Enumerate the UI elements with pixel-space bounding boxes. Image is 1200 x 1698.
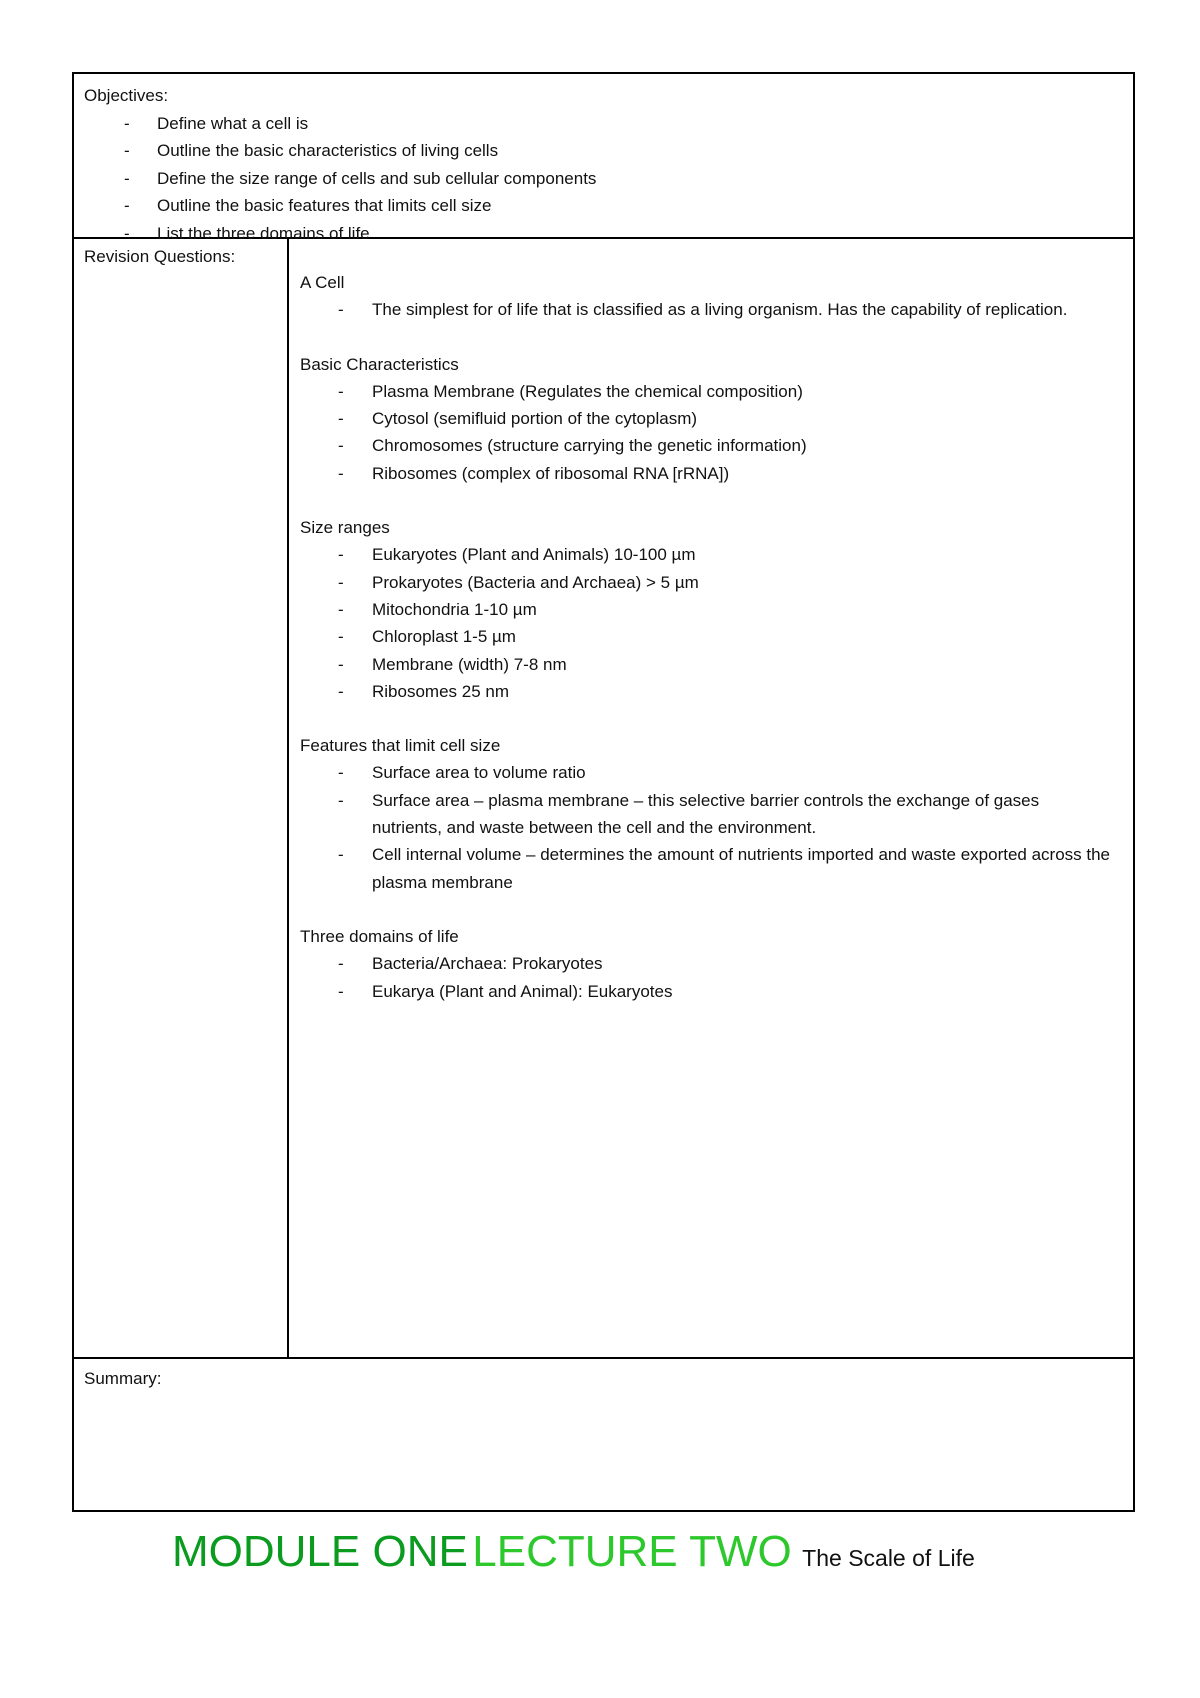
note-text: Eukarya (Plant and Animal): Eukaryotes bbox=[372, 981, 673, 1001]
list-dash: - bbox=[124, 141, 130, 160]
note-item bbox=[300, 678, 1113, 705]
objective-item bbox=[84, 137, 1123, 165]
notes-section-a-cell bbox=[300, 269, 1113, 324]
objective-text: List the three domains of life bbox=[157, 223, 370, 243]
list-dash: - bbox=[338, 627, 344, 647]
objective-text: Outline the basic features that limits cell size bbox=[157, 196, 492, 215]
notes-section-domains bbox=[300, 923, 1113, 1005]
note-item bbox=[300, 623, 1113, 650]
notes-section-characteristics bbox=[300, 351, 1113, 487]
note-text: Eukaryotes (Plant and Animals) 10-100 µm bbox=[372, 545, 696, 565]
revision-label-cell bbox=[74, 239, 289, 1357]
list-dash: - bbox=[338, 572, 344, 592]
note-item bbox=[300, 432, 1113, 459]
footer-module: MODULE ONE bbox=[172, 1527, 468, 1576]
footer-lecture: LECTURE TWO bbox=[472, 1527, 792, 1576]
list-dash: - bbox=[338, 954, 344, 974]
list-dash: - bbox=[338, 381, 344, 401]
objective-item bbox=[84, 165, 1123, 193]
list-dash: - bbox=[338, 790, 344, 810]
list-dash: - bbox=[124, 113, 130, 133]
note-item bbox=[300, 841, 1113, 896]
list-dash: - bbox=[338, 654, 344, 674]
note-text: Ribosomes (complex of ribosomal RNA [rRNA]) bbox=[372, 463, 730, 483]
notes-section-size-ranges bbox=[300, 514, 1113, 705]
list-dash: - bbox=[338, 981, 344, 1001]
note-item bbox=[300, 378, 1113, 405]
objectives-list bbox=[84, 110, 1123, 248]
note-text: Chloroplast 1-5 µm bbox=[372, 627, 516, 647]
note-item bbox=[300, 759, 1113, 786]
objective-text: Define what a cell is bbox=[157, 113, 309, 133]
summary-cell bbox=[74, 1359, 1133, 1510]
list-dash: - bbox=[338, 300, 344, 320]
list-dash: - bbox=[338, 681, 344, 701]
list-dash: - bbox=[338, 599, 344, 619]
section-list bbox=[300, 296, 1113, 323]
section-heading: A Cell bbox=[300, 273, 345, 292]
section-heading: Size ranges bbox=[300, 518, 390, 538]
note-item bbox=[300, 460, 1113, 487]
list-dash: - bbox=[124, 168, 130, 188]
list-dash: - bbox=[338, 845, 344, 865]
list-dash: - bbox=[338, 409, 344, 429]
objective-text: Define the size range of cells and sub cellular components bbox=[157, 168, 597, 188]
note-item bbox=[300, 787, 1113, 842]
summary-label: Summary: bbox=[84, 1369, 162, 1388]
note-item bbox=[300, 541, 1113, 568]
section-list bbox=[300, 759, 1113, 895]
note-text: Bacteria/Archaea: Prokaryotes bbox=[372, 954, 603, 974]
objective-item bbox=[84, 192, 1123, 220]
section-heading: Three domains of life bbox=[300, 926, 459, 946]
note-text: Prokaryotes (Bacteria and Archaea) > 5 µm bbox=[372, 572, 699, 592]
note-item bbox=[300, 651, 1113, 678]
note-item bbox=[300, 569, 1113, 596]
note-text: Cytosol (semifluid portion of the cytoplasm) bbox=[372, 409, 698, 429]
objective-item bbox=[84, 110, 1123, 138]
section-list bbox=[300, 950, 1113, 1005]
note-item bbox=[300, 296, 1113, 323]
footer-subtitle: The Scale of Life bbox=[802, 1545, 975, 1571]
note-text: The simplest for of life that is classified as a living organism. Has the capability of replication. bbox=[372, 300, 1068, 320]
note-text: Ribosomes 25 nm bbox=[372, 681, 510, 701]
note-item bbox=[300, 405, 1113, 432]
note-item bbox=[300, 978, 1113, 1005]
objective-text: Outline the basic characteristics of living cells bbox=[157, 141, 499, 160]
list-dash: - bbox=[124, 223, 130, 243]
section-heading: Basic Characteristics bbox=[300, 354, 459, 374]
note-item bbox=[300, 950, 1113, 977]
footer-title bbox=[172, 1527, 975, 1577]
section-list bbox=[300, 378, 1113, 487]
cornell-notes-table bbox=[72, 72, 1135, 1512]
objectives-cell bbox=[74, 74, 1133, 243]
section-heading: Features that limit cell size bbox=[300, 736, 501, 756]
note-text: Surface area – plasma membrane – this selective barrier controls the exchange of gases nutrients, and waste between the cell and the environment. bbox=[372, 790, 1040, 838]
list-dash: - bbox=[124, 196, 130, 215]
note-text: Cell internal volume – determines the amount of nutrients imported and waste exported across the plasma membrane bbox=[372, 845, 1111, 892]
revision-notes-cell bbox=[289, 239, 1133, 1357]
revision-label: Revision Questions: bbox=[84, 247, 236, 266]
list-dash: - bbox=[338, 545, 344, 565]
section-list bbox=[300, 541, 1113, 705]
revision-row bbox=[74, 239, 1133, 1359]
objectives-label: Objectives: bbox=[84, 86, 169, 105]
note-text: Surface area to volume ratio bbox=[372, 763, 586, 783]
note-item bbox=[300, 596, 1113, 623]
list-dash: - bbox=[338, 763, 344, 783]
list-dash: - bbox=[338, 436, 344, 456]
notes-section-limits bbox=[300, 732, 1113, 896]
note-text: Mitochondria 1-10 µm bbox=[372, 599, 537, 619]
note-text: Plasma Membrane (Regulates the chemical composition) bbox=[372, 381, 803, 401]
list-dash: - bbox=[338, 463, 344, 483]
note-text: Chromosomes (structure carrying the genetic information) bbox=[372, 436, 807, 456]
note-text: Membrane (width) 7-8 nm bbox=[372, 654, 567, 674]
